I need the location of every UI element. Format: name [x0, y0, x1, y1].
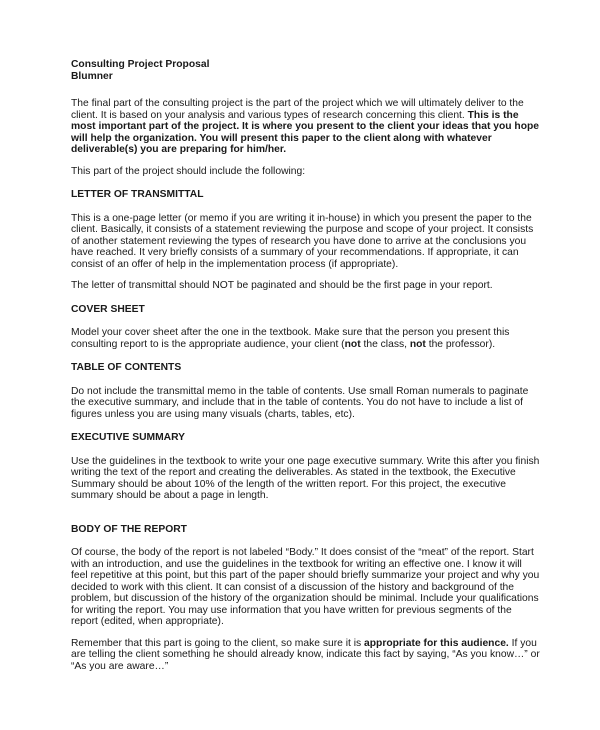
toc-paragraph: Do not include the transmittal memo in the table of contents. Use small Roman numerals to paginate the executive summary, and include that in the table of contents. You do not have to include a list of figures unless you are using many visuals (charts, tables, etc).	[71, 385, 529, 420]
cover-paragraph	[71, 327, 540, 350]
intro-paragraph	[71, 98, 540, 156]
transmittal-paragraph-1: This is a one-page letter (or memo if you are writing it in-house) in which you present the paper to the client. Basically, it consists of a statement reviewing the purpose and scope of your project. It consists of another statement reviewing the types of research you have done to arrive at the conclusions you have reached. It very briefly consists of a summary of your recommendations. If appropriate, it can consist of an offer of help in the implementation process (if appropriate).	[71, 212, 534, 270]
document-title	[71, 59, 540, 83]
heading-table-of-contents: TABLE OF CONTENTS	[71, 362, 182, 373]
intro-text: The final part of the consulting project is the part of the project which we will ultimately deliver to the client. It is based on your analysis and various types of research concerning this client.	[71, 98, 524, 121]
cover-text-a: Model your cover sheet after the one in the textbook. Make sure that the person you present this consulting report to is the appropriate audience, your client (	[71, 327, 510, 350]
body-p2-text-a: Remember that this part is going to the client, so make sure it is	[71, 637, 365, 649]
title-line-2: Blumner	[71, 71, 113, 82]
heading-body-of-the-report: BODY OF THE REPORT	[71, 523, 187, 535]
section-spacer	[71, 512, 540, 524]
body-paragraph-2	[71, 638, 540, 673]
title-line-1: Consulting Project Proposal	[71, 59, 210, 70]
body-paragraph-1: Of course, the body of the report is not labeled “Body.” It does consist of the “meat” of the report. Start with an introduction, and use the guidelines in the textbook for writing an effective one. I know it will feel repetitive at this point, but this part of the paper should briefly summarize your project and why you decided to work with this client. It can consist of a discussion of the history and background of the problem, but discussion of the history of the organization should be minimal. Include your qualifications for writing the report. You may use information that you have written for previous segments of the report (edited, when appropriate).	[71, 547, 540, 627]
cover-bold-a: not	[344, 338, 361, 350]
body-p2-bold: appropriate for this audience.	[364, 637, 509, 649]
transmittal-paragraph-2: The letter of transmittal should NOT be paginated and should be the first page in your report.	[71, 280, 493, 291]
heading-letter-of-transmittal: LETTER OF TRANSMITTAL	[71, 189, 204, 200]
heading-cover-sheet: COVER SHEET	[71, 303, 145, 315]
body-p2-text-b: If you are telling the client something he should already know, indicate this fact by saying, “As you know…” or “As you are aware…”	[71, 637, 540, 672]
cover-text-b: the class,	[360, 338, 410, 350]
cover-bold-b: not	[409, 338, 426, 350]
heading-executive-summary: EXECUTIVE SUMMARY	[71, 432, 186, 443]
intro-bold-text: This is the most important part of the project. It is where you present to the client your ideas that you hope will help the organization. You will present this paper to the client along with whatever deliverable(s) you are preparing for him/her.	[71, 109, 539, 155]
cover-text-c: the professor).	[425, 338, 496, 350]
exec-paragraph: Use the guidelines in the textbook to write your one page executive summary. Write this after you finish writing the text of the report and creating the deliverables. As stated in the textbook, the Executive Summary should be about 10% of the length of the written report. For this project, the executive summary should be about a page in length.	[71, 455, 540, 501]
include-line: This part of the project should include the following:	[71, 165, 306, 177]
